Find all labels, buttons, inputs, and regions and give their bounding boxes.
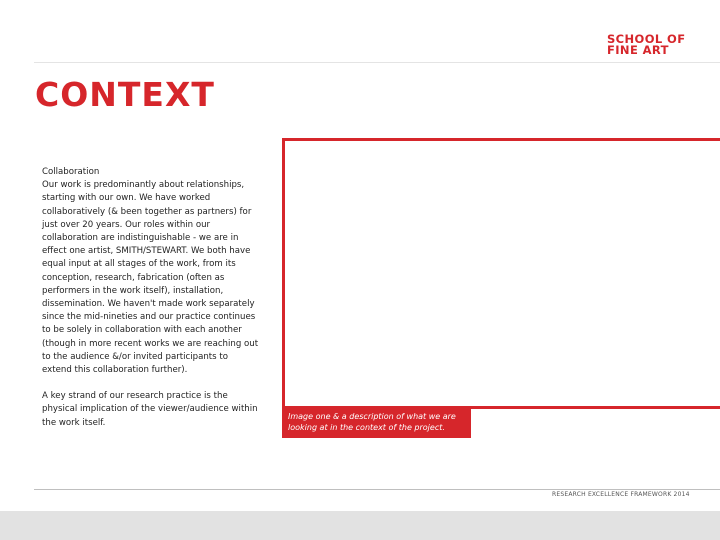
header-divider (34, 62, 720, 63)
logo-line-2: FINE ART (607, 43, 669, 57)
logo-line-1: SCHOOL OF (607, 32, 686, 46)
bottom-band (0, 511, 720, 540)
page-title: CONTEXT (35, 75, 215, 114)
footer-divider (34, 489, 720, 490)
school-logo (607, 34, 691, 56)
body-text (42, 166, 260, 430)
footer-label: RESEARCH EXCELLENCE FRAMEWORK 2014 (552, 491, 690, 498)
image-placeholder (282, 138, 720, 409)
section-heading: Collaboration (42, 167, 100, 177)
paragraph-1: Our work is predominantly about relationships, starting with our own. We have worked collaboratively (& been together as partners) for just over 20 years. Our roles within our collaboration are indistinguishable - we are in effect one artist, SMITH/STEWART. We both have equal input at all stages of the work, from its conception, research, fabrication (often as performers in the work itself), installation, dissemination. We haven't made work separately since the mid-nineties and our practice continues to be solely in collaboration with each another (though in more recent works we are reaching out to the audience &/or invited participants to extend this collaboration further). (42, 180, 259, 376)
paragraph-2: A key strand of our research practice is the physical implication of the viewer/audience within the work itself. (42, 391, 258, 428)
image-caption: Image one & a description of what we are looking at in the context of the project. (282, 407, 471, 438)
